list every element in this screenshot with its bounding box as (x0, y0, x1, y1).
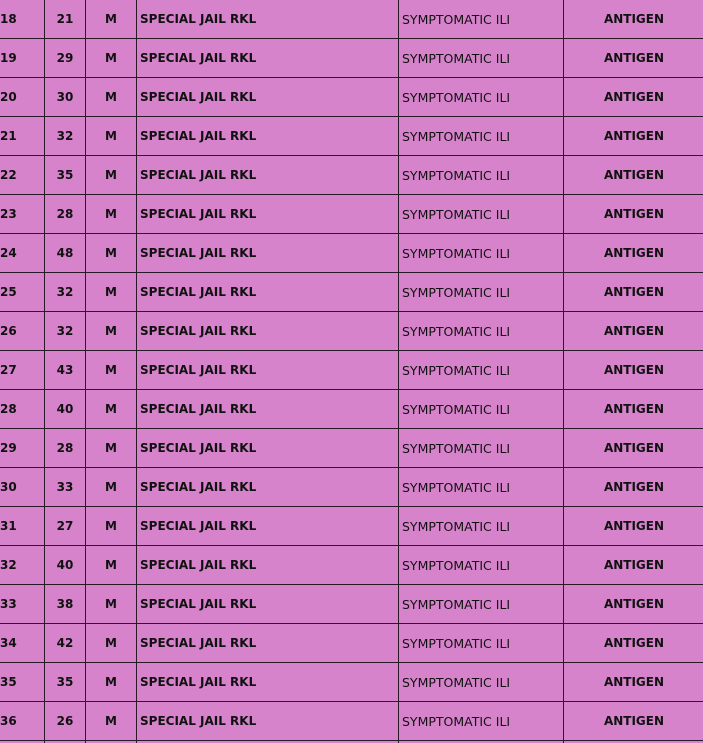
cell-test-type[interactable]: ANTIGEN (564, 468, 703, 507)
cell-age[interactable]: 38 (45, 585, 86, 624)
cell-age[interactable]: 43 (45, 351, 86, 390)
cell-age[interactable]: 40 (45, 546, 86, 585)
cell-age[interactable]: 32 (45, 273, 86, 312)
table-row (0, 390, 703, 429)
cell-address[interactable]: SPECIAL JAIL RKL (137, 507, 399, 546)
cell-address[interactable]: SPECIAL JAIL RKL (137, 39, 399, 78)
cell-sex[interactable]: M (86, 390, 137, 429)
cell-address[interactable]: SPECIAL JAIL RKL (137, 156, 399, 195)
cell-test-type[interactable]: ANTIGEN (564, 663, 703, 702)
cell-serial-number[interactable]: 32 (0, 546, 45, 585)
cell-serial-number[interactable]: 23 (0, 195, 45, 234)
cell-test-type[interactable]: ANTIGEN (564, 429, 703, 468)
table-row (0, 663, 703, 702)
cell-age[interactable]: 28 (45, 429, 86, 468)
cell-age[interactable]: 27 (45, 507, 86, 546)
cell-sex[interactable]: M (86, 663, 137, 702)
cell-category[interactable]: SYMPTOMATIC ILI (399, 351, 564, 390)
cell-age[interactable]: 42 (45, 624, 86, 663)
table-row (0, 702, 703, 741)
cell-serial-number[interactable]: 18 (0, 0, 45, 39)
cell-serial-number[interactable]: 21 (0, 117, 45, 156)
cell-test-type[interactable]: ANTIGEN (564, 78, 703, 117)
cell-address[interactable]: SPECIAL JAIL RKL (137, 546, 399, 585)
cell-test-type[interactable]: ANTIGEN (564, 234, 703, 273)
cell-address[interactable]: SPECIAL JAIL RKL (137, 702, 399, 741)
table-row (0, 312, 703, 351)
cell-serial-number[interactable]: 33 (0, 585, 45, 624)
cell-sex[interactable]: M (86, 234, 137, 273)
cell-category[interactable]: SYMPTOMATIC ILI (399, 663, 564, 702)
cell-test-type[interactable]: ANTIGEN (564, 117, 703, 156)
cell-serial-number[interactable]: 28 (0, 390, 45, 429)
cell-serial-number[interactable]: 20 (0, 78, 45, 117)
cell-address[interactable]: SPECIAL JAIL RKL (137, 351, 399, 390)
cell-test-type[interactable]: ANTIGEN (564, 624, 703, 663)
cell-serial-number[interactable]: 30 (0, 468, 45, 507)
cell-sex[interactable]: M (86, 195, 137, 234)
table-row (0, 351, 703, 390)
cell-address[interactable]: SPECIAL JAIL RKL (137, 273, 399, 312)
cell-test-type[interactable]: ANTIGEN (564, 156, 703, 195)
cell-address[interactable]: SPECIAL JAIL RKL (137, 468, 399, 507)
cell-sex[interactable]: M (86, 117, 137, 156)
cell-test-type[interactable]: ANTIGEN (564, 351, 703, 390)
table-row (0, 117, 703, 156)
table-row (0, 156, 703, 195)
cell-test-type[interactable]: ANTIGEN (564, 195, 703, 234)
cell-sex[interactable]: M (86, 351, 137, 390)
cell-category[interactable]: SYMPTOMATIC ILI (399, 507, 564, 546)
cell-age[interactable]: 21 (45, 0, 86, 39)
cell-address[interactable]: SPECIAL JAIL RKL (137, 0, 399, 39)
cell-address[interactable]: SPECIAL JAIL RKL (137, 624, 399, 663)
cell-serial-number[interactable]: 36 (0, 702, 45, 741)
cell-address[interactable]: SPECIAL JAIL RKL (137, 429, 399, 468)
cell-age[interactable]: 28 (45, 195, 86, 234)
cell-address[interactable]: SPECIAL JAIL RKL (137, 78, 399, 117)
cell-address[interactable]: SPECIAL JAIL RKL (137, 195, 399, 234)
table-row (0, 429, 703, 468)
cell-sex[interactable]: M (86, 273, 137, 312)
cell-serial-number[interactable]: 19 (0, 39, 45, 78)
cell-sex[interactable]: M (86, 0, 137, 39)
cell-address[interactable]: SPECIAL JAIL RKL (137, 117, 399, 156)
table-row (0, 195, 703, 234)
cell-test-type[interactable]: ANTIGEN (564, 273, 703, 312)
cell-age[interactable]: 35 (45, 156, 86, 195)
table-row (0, 273, 703, 312)
cell-age[interactable]: 40 (45, 390, 86, 429)
cell-sex[interactable]: M (86, 546, 137, 585)
cell-test-type[interactable]: ANTIGEN (564, 0, 703, 39)
table-row (0, 0, 703, 39)
cell-sex[interactable]: M (86, 429, 137, 468)
cell-age[interactable]: 30 (45, 78, 86, 117)
cell-serial-number[interactable]: 24 (0, 234, 45, 273)
cell-sex[interactable]: M (86, 507, 137, 546)
cell-address[interactable]: SPECIAL JAIL RKL (137, 234, 399, 273)
cell-age[interactable]: 48 (45, 234, 86, 273)
table-row (0, 468, 703, 507)
cell-serial-number[interactable]: 26 (0, 312, 45, 351)
cell-address[interactable]: SPECIAL JAIL RKL (137, 585, 399, 624)
cell-category[interactable]: SYMPTOMATIC ILI (399, 234, 564, 273)
table-row (0, 546, 703, 585)
cell-sex[interactable]: M (86, 312, 137, 351)
cell-sex[interactable]: M (86, 39, 137, 78)
cell-sex[interactable]: M (86, 78, 137, 117)
cell-sex[interactable]: M (86, 468, 137, 507)
cell-sex[interactable]: M (86, 624, 137, 663)
cell-age[interactable]: 26 (45, 702, 86, 741)
cell-test-type[interactable]: ANTIGEN (564, 390, 703, 429)
table-row (0, 78, 703, 117)
cell-age[interactable]: 32 (45, 312, 86, 351)
cell-category[interactable]: SYMPTOMATIC ILI (399, 390, 564, 429)
cell-address[interactable]: SPECIAL JAIL RKL (137, 312, 399, 351)
table-row (0, 624, 703, 663)
cell-category[interactable]: SYMPTOMATIC ILI (399, 468, 564, 507)
cell-test-type[interactable]: ANTIGEN (564, 546, 703, 585)
cell-test-type[interactable]: ANTIGEN (564, 312, 703, 351)
table-row (0, 507, 703, 546)
cell-serial-number[interactable]: 34 (0, 624, 45, 663)
cell-address[interactable]: SPECIAL JAIL RKL (137, 663, 399, 702)
cell-test-type[interactable]: ANTIGEN (564, 507, 703, 546)
cell-serial-number[interactable]: 31 (0, 507, 45, 546)
cell-category[interactable]: SYMPTOMATIC ILI (399, 156, 564, 195)
cell-category[interactable]: SYMPTOMATIC ILI (399, 702, 564, 741)
table-row (0, 585, 703, 624)
cell-test-type[interactable]: ANTIGEN (564, 585, 703, 624)
cell-category[interactable]: SYMPTOMATIC ILI (399, 39, 564, 78)
cell-category[interactable]: SYMPTOMATIC ILI (399, 78, 564, 117)
cell-age[interactable]: 32 (45, 117, 86, 156)
table-row (0, 39, 703, 78)
cell-age[interactable]: 35 (45, 663, 86, 702)
cell-test-type[interactable]: ANTIGEN (564, 39, 703, 78)
table-row (0, 234, 703, 273)
cell-category[interactable]: SYMPTOMATIC ILI (399, 273, 564, 312)
cell-address[interactable]: SPECIAL JAIL RKL (137, 390, 399, 429)
cell-test-type[interactable]: ANTIGEN (564, 702, 703, 741)
cell-category[interactable]: SYMPTOMATIC ILI (399, 117, 564, 156)
cell-category[interactable]: SYMPTOMATIC ILI (399, 585, 564, 624)
cell-serial-number[interactable]: 25 (0, 273, 45, 312)
cell-category[interactable]: SYMPTOMATIC ILI (399, 312, 564, 351)
cell-age[interactable]: 29 (45, 39, 86, 78)
cell-category[interactable]: SYMPTOMATIC ILI (399, 546, 564, 585)
cell-category[interactable]: SYMPTOMATIC ILI (399, 0, 564, 39)
cell-age[interactable]: 33 (45, 468, 86, 507)
cell-sex[interactable]: M (86, 585, 137, 624)
cell-serial-number[interactable]: 35 (0, 663, 45, 702)
cell-category[interactable]: SYMPTOMATIC ILI (399, 624, 564, 663)
cell-sex[interactable]: M (86, 156, 137, 195)
cell-sex[interactable]: M (86, 702, 137, 741)
cell-serial-number[interactable]: 27 (0, 351, 45, 390)
cell-category[interactable]: SYMPTOMATIC ILI (399, 195, 564, 234)
cell-serial-number[interactable]: 29 (0, 429, 45, 468)
cell-category[interactable]: SYMPTOMATIC ILI (399, 429, 564, 468)
cell-serial-number[interactable]: 22 (0, 156, 45, 195)
